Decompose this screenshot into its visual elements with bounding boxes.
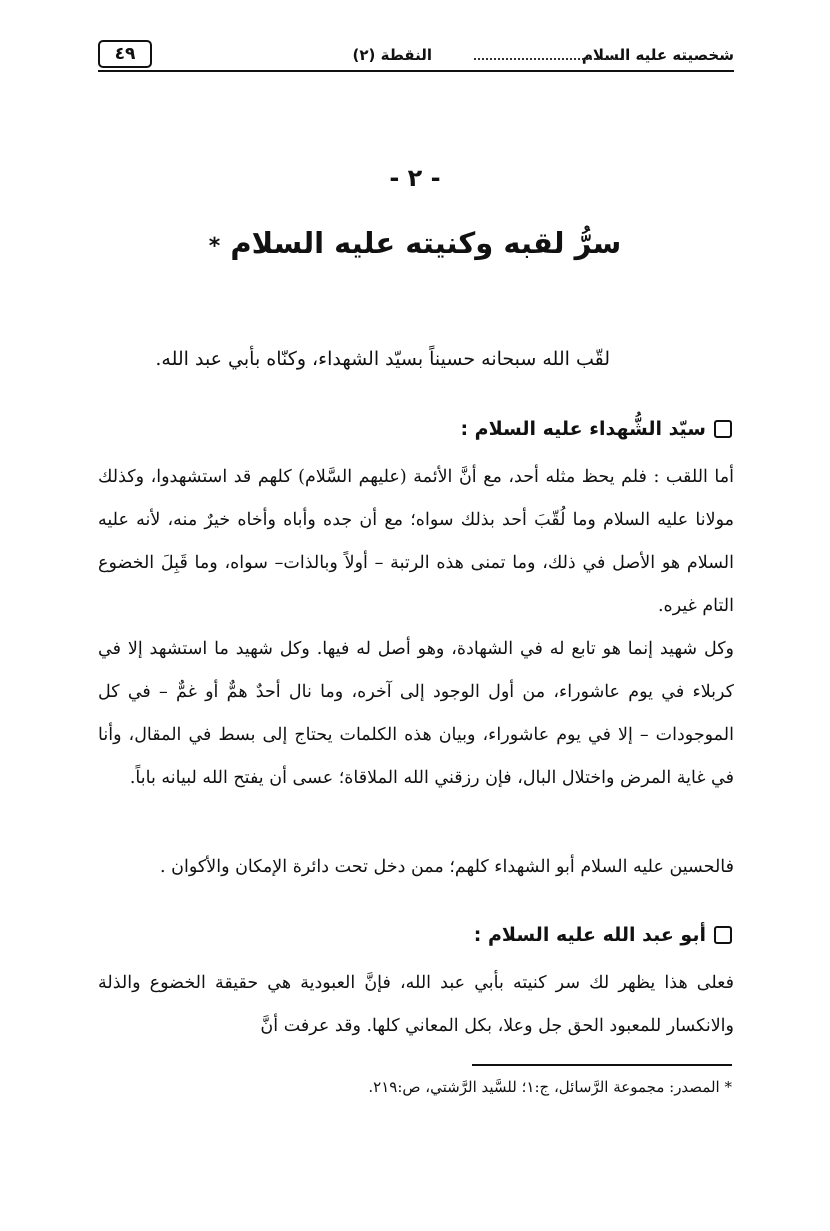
square-bullet-icon [714,926,732,944]
chapter-number: - ٢ - [389,164,441,192]
paragraph-shahid: وكل شهيد إنما هو تابع له في الشهادة، وهو أصل له فيها. وكل شهيد ما استشهد إلا في كربلاء في يوم عاشوراء، من أول الوجود إلى آخره، وما نال أحدٌ همٌّ أو غمٌّ – في كل الموجودات – إلا في يوم عاشوراء، وبيان هذه الكلمات يحتاج إلى بسط في المقال، وأنا في غاية المرض واختلال البال، فإن رزقني الله الملاقاة؛ عسى أن يفتح الله لبيانه باباً. [98,639,734,788]
footnote-marker: * [208,234,221,259]
paragraph-kunya: فعلى هذا يظهر لك سر كنيته بأبي عبد الله، فإنَّ العبودية هي حقيقة الخضوع والذلة والانكسار للمعبود الحق جل وعلا، بكل المعاني كلها. وقد عرفت أنَّ [98,973,734,1036]
square-bullet-icon [714,420,732,438]
section-heading-sayyid [460,418,732,440]
section-heading-text: أبو عبد الله عليه السلام : [473,924,706,946]
intro-line: لقّب الله سبحانه حسيناً بسيّد الشهداء، وكنّاه بأبي عبد الله. [155,348,610,370]
running-title: شخصيته عليه السلام [581,46,734,64]
paragraph-laqab: أما اللقب : فلم يحظ مثله أحد، مع أنَّ الأئمة (عليهم السَّلام) كلهم قد استشهدوا، وكذلك مولانا عليه السلام وما لُقّبَ أحد بذلك سواه؛ مع أن جده وأباه وأخاه خيرٌ منه، لأنه عليه السلام هو الأصل في ذلك، وما تمنى هذه الرتبة – أولاً وبالذات– سواه، وما قَبِلَ الخضوع التام غيره. [98,467,734,616]
page-header [98,40,734,72]
chapter-title [0,226,830,260]
chapter-title-text: سرُّ لقبه وكنيته عليه السلام [230,226,622,260]
section-heading-text: سيّد الشُّهداء عليه السلام : [460,418,706,440]
running-section: النقطة (٢) [352,46,432,64]
paragraph-abu-shuhada: فالحسين عليه السلام أبو الشهداء كلهم؛ ممن دخل تحت دائرة الإمكان والأكوان . [160,857,734,877]
header-dot-leader [474,48,624,60]
footnote-rule [472,1064,732,1066]
footnote: * المصدر: مجموعة الرَّسائل، ج:١؛ للسَّيد الرَّشتي، ص:٢١٩. [368,1078,732,1096]
page-number: ٤٩ [98,40,152,68]
section-heading-abu-abdillah [474,924,732,946]
